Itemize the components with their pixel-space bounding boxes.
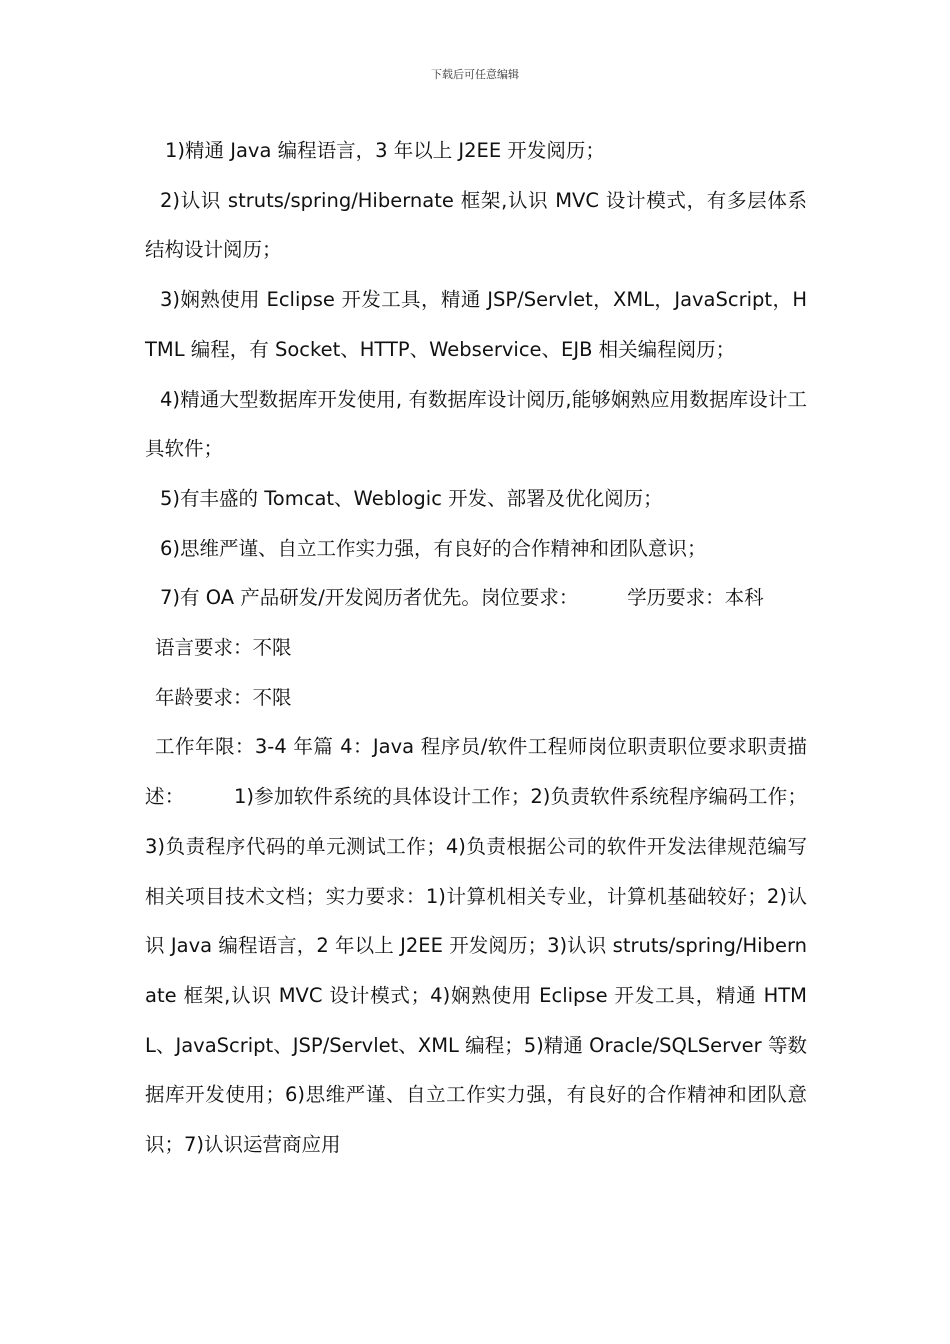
document-body [145,126,807,1170]
paragraph-6: 6)思维严谨、自立工作实力强，有良好的合作精神和团队意识； [160,536,707,560]
paragraph-7: 7)有 OA 产品研发/开发阅历者优先。岗位要求： 学历要求：本科 [160,586,764,610]
page-header: 下载后可任意编辑 [431,68,519,81]
paragraph-5: 5)有丰盛的 Tomcat、Weblogic 开发、部署及优化阅历； [160,486,663,510]
paragraph-3: 3)娴熟使用 Eclipse 开发工具，精通 JSP/Servlet，XML，JavaScript，HTML 编程，有 Socket、HTTP、Webservice、EJB 相关编程阅历； [145,288,807,361]
paragraph-2: 2)认识 struts/spring/Hibernate 框架,认识 MVC 设计模式，有多层体系结构设计阅历； [145,188,807,262]
paragraph-10: 工作年限：3-4 年篇 4：Java 程序员/软件工程师岗位职责职位要求职责描述： 1)参加软件系统的具体设计工作；2)负责软件系统程序编码工作；3)负责程序代码的单元测试工作；4)负责根据公司的软件开发法律规范编写相关项目技术文档；实力要求：1)计算机相关专业，计算机基础较好；2)认识 Java 编程语言，2 年以上 J2EE 开发阅历；3)认识 struts/spring/Hibernate 框架,认识 MVC 设计模式；4)娴熟使用 Eclipse 开发工具，精通 HTML、JavaScript、JSP/Servlet、XML 编程；5)精通 Oracle/SQLServer 等数据库开发使用；6)思维严谨、自立工作实力强，有良好的合作精神和团队意识；7)认识运营商应用 [145,735,807,1157]
paragraph-4: 4)精通大型数据库开发使用, 有数据库设计阅历,能够娴熟应用数据库设计工具软件； [145,387,807,461]
paragraph-1: 1)精通 Java 编程语言，3 年以上 J2EE 开发阅历； [165,139,605,162]
paragraph-9: 年龄要求：不限 [155,685,292,709]
paragraph-8: 语言要求：不限 [155,636,292,660]
